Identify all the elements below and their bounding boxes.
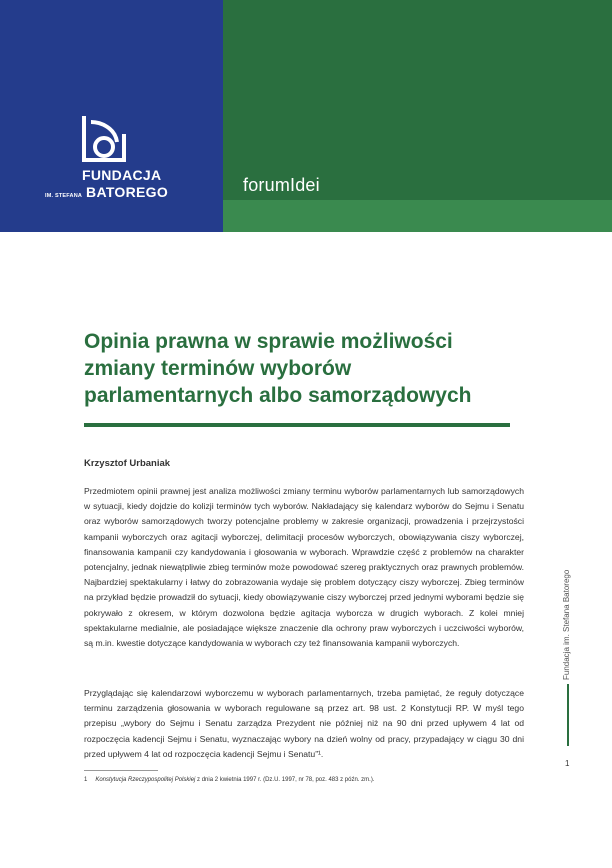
footnote-text: z dnia 2 kwietnia 1997 r. (Dz.U. 1997, nr 78, poz. 483 z późn. zm.). — [195, 777, 375, 783]
logo-text-fundacja: FUNDACJA — [82, 167, 162, 183]
header-blue-panel — [0, 0, 223, 232]
sidebar-green-bar — [567, 684, 569, 746]
paragraph-1: Przedmiotem opinii prawnej jest analiza możliwości zmiany terminu wyborów parlamentarnych lub samorządowych w sytuacji, kiedy dojdzie do kolizji terminów tych wyborów. Nakładający się kalendarz wyborów do Sejmu i Senatu oraz wyborów samorządowych tworzy potencjalne problemy w zakresie organizacji, prowadzenia i przejrzystości kampanii wyborczych oraz agitacji wyborczej, delimitacji procesów wyborczych, obowiązywania ciszy wyborczej, finansowania kampanii czy kandydowania i głosowania w wyborach. Wprawdzie część z problemów na charakter potencjalny, jednak niewątpliwie zbieg terminów może powodować szereg praktycznych oraz prawnych problemów. Najbardziej spektakularny i łatwy do zobrazowania wydaje się problem dotyczący ciszy wyborczej. Zbieg terminów na przykład będzie prowadził do sytuacji, kiedy obowiązywanie ciszy wyborczej przed jednymi wyborami będzie się pokrywało z okresem, w którym dozwolona będzie agitacja wyborcza w drugich wyborach. Z kolei mniej spektakularne medialnie, ale posiadające większe znaczenie dla ochrony praw wyborczych i uczciwości wyborów, są m.in. kwestie dotyczące kandydowania w wyborach czy też finansowania kampanii wyborczych. — [84, 486, 524, 649]
title-underline — [84, 423, 510, 427]
footnote-number: 1 — [84, 777, 88, 783]
paragraph-2: Przyglądając się kalendarzowi wyborczemu w wyborach parlamentarnych, trzeba pamiętać, że reguły dotyczące terminu zarządzenia głosowania w wyborach regulowane są przez art. 98 ust. 2 Konstytucji RP. W myśl tego przepisu „wybory do Sejmu i Senatu zarządza Prezydent nie później niż na 90 dni przed upływem 4 lat od rozpoczęcia kadencji Sejmu i Senatu, wyznaczając wybory na dzień wolny od pracy, przypadający w ciągu 30 dni przed upływem 4 lat od rozpoczęcia kadencji Sejmu i Senatu”¹. — [84, 688, 524, 759]
footnote-divider — [84, 770, 158, 771]
batory-logo-icon — [81, 114, 127, 164]
author-name: Krzysztof Urbaniak — [84, 458, 171, 469]
header-green-strip — [223, 200, 612, 232]
logo-text-im-stefana: IM. STEFANA — [45, 193, 83, 199]
forum-idei-brand: forumIdei — [243, 175, 320, 195]
document-title: Opinia prawna w sprawie możliwości zmiany terminów wyborów parlamentarnych albo samorządowych — [84, 330, 472, 407]
sidebar-vertical-text: Fundacja im. Stefana Batorego — [562, 569, 571, 680]
logo-text-batorego: BATOREGO — [86, 184, 169, 200]
header-green-panel — [223, 0, 612, 200]
page-number: 1 — [565, 759, 570, 768]
footnote-title: Konstytucja Rzeczypospolitej Polskiej — [95, 777, 196, 783]
logo-text-batorego-row — [45, 184, 168, 200]
footnote — [84, 777, 524, 783]
